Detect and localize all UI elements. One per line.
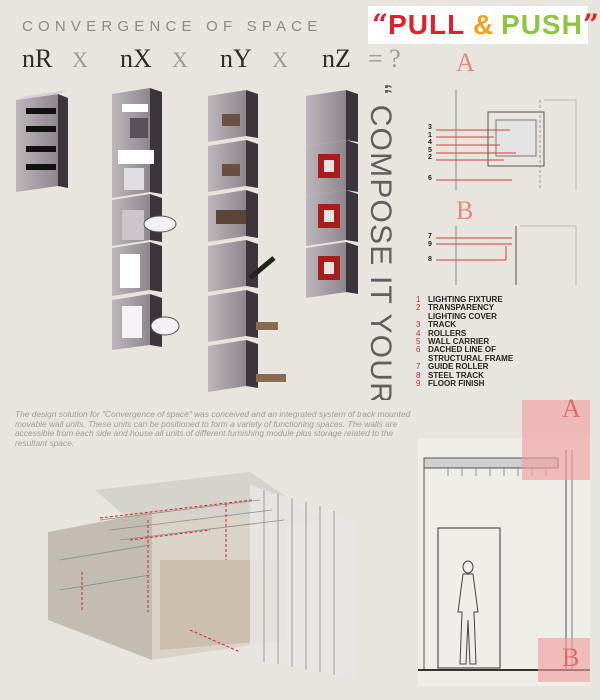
page-title: CONVERGENCE OF SPACE: [22, 18, 323, 35]
description-text: The design solution for "Convergence of space" was conceived and an integrated system of track mounted movable wall units. These units can be positioned to form a variety of functioning spaces. The walls are accessible from each side and house all units of different furnishing module plus storage related to the resultant space.: [15, 409, 411, 448]
push-word: PUSH: [501, 9, 583, 40]
times-sign: X: [272, 47, 288, 72]
detail-label-a: A: [456, 48, 475, 77]
module-nx-3: [112, 194, 176, 246]
equals-question: = ?: [368, 44, 401, 73]
legend-item: 9 FLOOR FINISH: [416, 379, 485, 389]
open-quote: “: [372, 8, 389, 41]
axonometric-view: [48, 472, 356, 680]
module-nr-2: [16, 132, 68, 192]
ampersand: &: [473, 9, 494, 40]
legend-item: STRUCTURAL FRAME: [428, 353, 514, 363]
compose-it-yourself-text: [357, 78, 401, 400]
legend-item: 2 TRANSPARENCY: [416, 303, 495, 313]
section-label-a: A: [562, 394, 581, 423]
close-quote: ”: [582, 8, 599, 41]
detail-a-callouts: [428, 124, 432, 162]
detail-label-b: B: [456, 196, 474, 225]
term-ny: nY: [220, 44, 252, 73]
legend-item: 1 LIGHTING FIXTURE: [416, 295, 503, 304]
detail-a-section: [436, 90, 576, 190]
svg-text:“ COMPOSE IT YOURSELF ”: “ COMPOSE IT YOURSELF ”: [364, 84, 397, 400]
callout-number: 4: [428, 139, 432, 146]
module-nx-4: [112, 242, 162, 296]
detail-b-section: [436, 226, 576, 285]
term-nx: nX: [120, 44, 152, 73]
callout-number: 8: [428, 256, 432, 263]
legend-item: 8 STEEL TRACK: [416, 370, 484, 380]
section-label-b: B: [562, 643, 580, 672]
times-sign: X: [72, 47, 88, 72]
callout-number: 5: [428, 146, 432, 154]
callout-number: 7: [428, 233, 432, 240]
legend-item: LIGHTING COVER: [428, 311, 497, 321]
legend-item: 5 WALL CARRIER: [416, 337, 490, 347]
callout-number: 2: [428, 154, 432, 161]
callout-number: 9: [428, 240, 432, 248]
module-nx-2: [112, 138, 162, 198]
times-sign: X: [172, 47, 188, 72]
legend-item: 7 GUIDE ROLLER: [416, 362, 489, 372]
module-nz-stack: [306, 90, 358, 298]
term-nz: nZ: [322, 44, 351, 73]
module-nx-5: [112, 294, 179, 350]
callout-number: 1: [428, 131, 432, 139]
pull-word: PULL: [388, 9, 466, 40]
callout-number: 3: [428, 124, 432, 131]
term-nr: nR: [22, 44, 53, 73]
detail-b-callouts: [428, 233, 432, 248]
legend: [416, 296, 513, 388]
legend-item: 4 ROLLERS: [416, 328, 467, 338]
legend-item: 6 DACHED LINE OF: [416, 345, 496, 355]
legend-item: 3 TRACK: [416, 320, 456, 330]
module-ny-stack: [208, 90, 286, 392]
callout-number: 6: [428, 175, 432, 182]
